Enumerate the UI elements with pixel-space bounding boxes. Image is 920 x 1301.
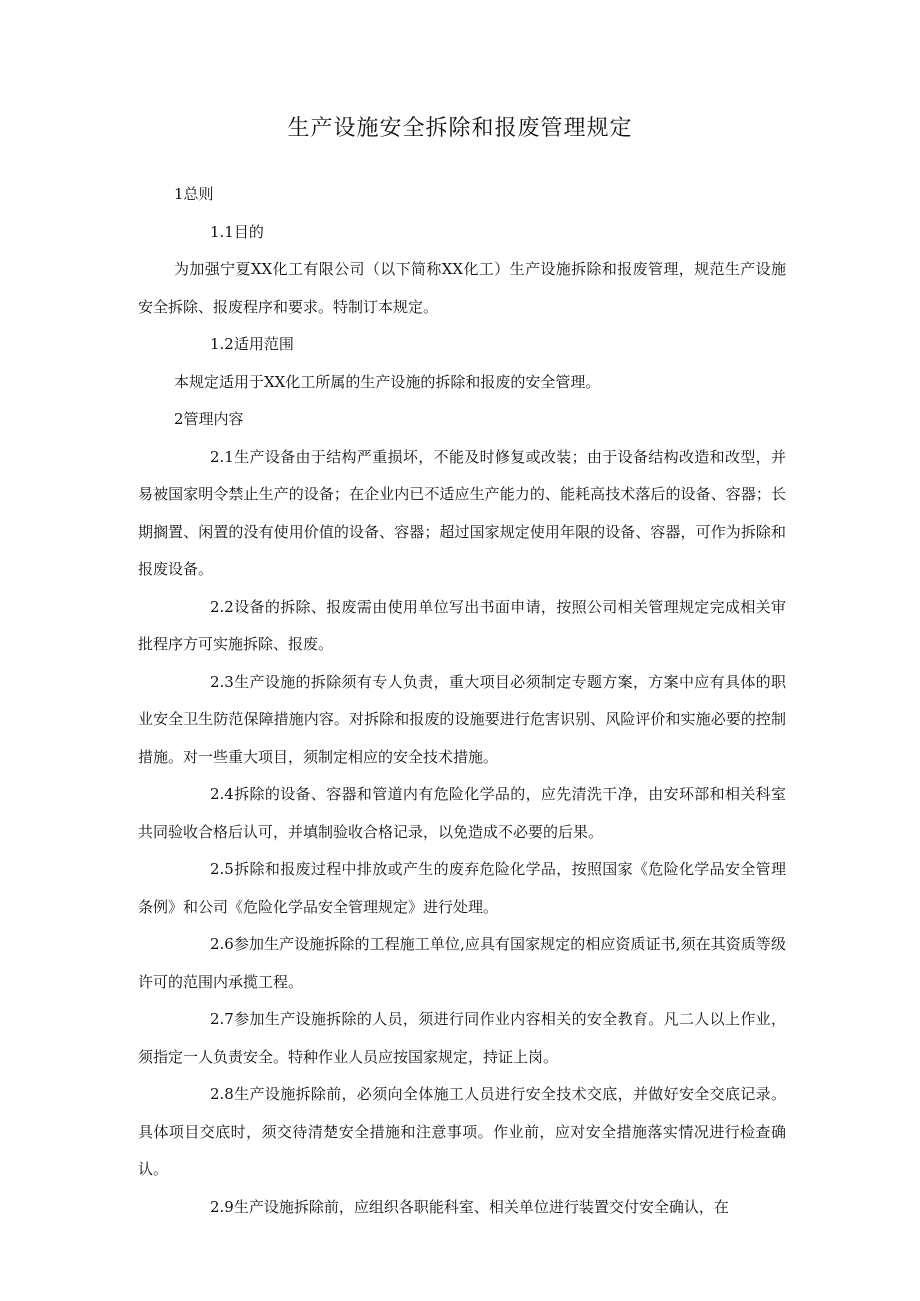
subsection-number: 1.2: [210, 335, 234, 353]
subsection-1-1-text: 为加强宁夏XX化工有限公司（以下简称XX化工）生产设施拆除和报废管理，规范生产设施安全拆除、报废程序和要求。特制订本规定。: [138, 260, 786, 316]
clause-2-8: [138, 1076, 786, 1189]
clause-number: 2.6: [210, 935, 234, 953]
subsection-number: 1.1: [210, 222, 234, 241]
subsection-1-1-heading: [138, 214, 786, 252]
clause-number: 2.2: [210, 597, 234, 616]
clause-2-5: [138, 851, 786, 926]
clause-2-6: [138, 926, 786, 1001]
document-body: [138, 176, 786, 1226]
clause-number: 2.8: [210, 1085, 234, 1103]
clause-number: 2.9: [210, 1197, 234, 1216]
clause-number: 2.7: [210, 1010, 234, 1028]
clause-number: 2.5: [210, 860, 234, 878]
clause-text: 生产设施的拆除须有专人负责，重大项目必须制定专题方案，方案中应有具体的职业安全卫生防范保障措施内容。对拆除和报废的设施要进行危害识别、风险评价和实施必要的控制措施。对一些重大项目，须制定相应的安全技术措施。: [138, 672, 786, 766]
clause-number: 2.3: [210, 672, 234, 691]
clause-text: 生产设施拆除前，必须向全体施工人员进行安全技术交底，并做好安全交底记录。具体项目交底时，须交待清楚安全措施和注意事项。作业前，应对安全措施落实情况进行检查确认。: [138, 1085, 786, 1178]
clause-2-4: [138, 776, 786, 851]
clause-number: 2.4: [210, 785, 234, 803]
clause-text: 设备的拆除、报废需由使用单位写出书面申请，按照公司相关管理规定完成相关审批程序方可实施拆除、报废。: [138, 597, 786, 653]
clause-number: 2.1: [210, 447, 234, 466]
subsection-1-2-text: 本规定适用于XX化工所属的生产设施的拆除和报废的安全管理。: [174, 372, 601, 391]
clause-text: 参加生产设施拆除的工程施工单位,应具有国家规定的相应资质证书,须在其资质等级许可的范围内承揽工程。: [138, 935, 786, 991]
section-1-heading: 1总则: [174, 185, 214, 203]
subsection-label: 目的: [233, 222, 264, 241]
subsection-label: 适用范围: [233, 335, 294, 353]
clause-2-1: [138, 439, 786, 589]
document-title: 生产设施安全拆除和报废管理规定: [287, 116, 633, 141]
subsection-1-2-heading: [138, 326, 786, 364]
clause-text: 参加生产设施拆除的人员，须进行同作业内容相关的安全教育。凡二人以上作业，须指定一人负责安全。特种作业人员应按国家规定，持证上岗。: [138, 1010, 786, 1066]
clause-text: 拆除的设备、容器和管道内有危险化学品的，应先清洗干净，由安环部和相关科室共同验收合格后认可，并填制验收合格记录，以免造成不必要的后果。: [138, 785, 786, 841]
clause-2-7: [138, 1001, 786, 1076]
clause-text: 拆除和报废过程中排放或产生的废弃危险化学品，按照国家《危险化学品安全管理条例》和公司《危险化学品安全管理规定》进行处理。: [138, 860, 786, 916]
clause-2-3: [138, 664, 786, 777]
clause-text: 生产设备由于结构严重损坏，不能及时修复或改装；由于设备结构改造和改型，并易被国家明令禁止生产的设备；在企业内已不适应生产能力的、能耗高技术落后的设备、容器；长期搁置、闲置的没有使用价值的设备、容器；超过国家规定使用年限的设备、容器，可作为拆除和报废设备。: [138, 447, 786, 578]
clause-2-9: [138, 1189, 786, 1227]
clause-text: 生产设施拆除前，应组织各职能科室、相关单位进行装置交付安全确认，在: [233, 1197, 729, 1216]
clause-2-2: [138, 589, 786, 664]
section-2-heading: 2管理内容: [174, 410, 244, 428]
